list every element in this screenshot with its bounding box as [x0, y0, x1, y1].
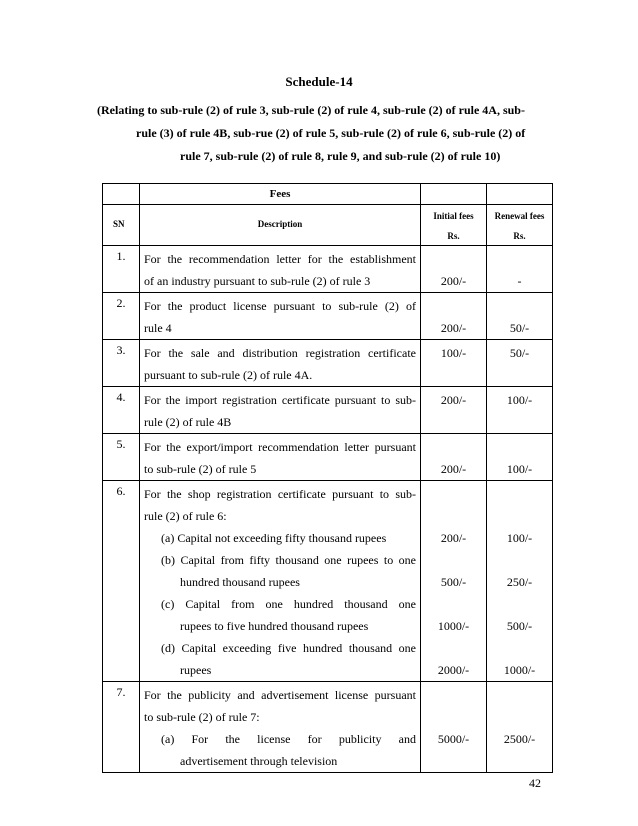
fee-value: 250/- [506, 575, 533, 589]
fee-value: 100/- [506, 462, 533, 476]
row-description [140, 682, 421, 773]
fee-value: 5000/- [437, 732, 470, 746]
description-line: pursuant to sub-rule (2) of rule 4A. [144, 368, 313, 382]
description-line: For the import registration certificate pursuant to sub- [144, 393, 416, 407]
row-renewal-fee [487, 340, 553, 387]
row-initial-fee [421, 481, 487, 682]
fee-value [487, 593, 552, 615]
fee-value [421, 295, 486, 317]
description-line: For the recommendation letter for the establishment [144, 252, 416, 266]
row-renewal-fee [487, 434, 553, 481]
fees-table-body [103, 246, 553, 773]
renewal-fees-label: Renewal fees [494, 211, 545, 221]
fee-value [487, 706, 552, 728]
row-sn: 4. [103, 387, 140, 434]
row-sn: 3. [103, 340, 140, 387]
description-line: rule 4 [144, 321, 172, 335]
schedule-title: Schedule-14 [285, 74, 353, 89]
relating-line-1: (Relating to sub-rule (2) of rule 3, sub-rule (2) of rule 4, sub-rule (2) of rule 4A, sub- [97, 103, 525, 117]
row-sn: 6. [103, 481, 140, 682]
row-description [140, 434, 421, 481]
relating-line-3: rule 7, sub-rule (2) of rule 8, rule 9, and sub-rule (2) of rule 10) [180, 149, 501, 163]
fee-value [421, 483, 486, 505]
description-line: to sub-rule (2) of rule 7: [144, 710, 260, 724]
fee-value [421, 637, 486, 659]
description-line: to sub-rule (2) of rule 5 [144, 462, 257, 476]
row-sn: 5. [103, 434, 140, 481]
fee-value: - [517, 274, 522, 288]
fee-value [487, 750, 552, 772]
fee-value [421, 593, 486, 615]
fee-value [487, 505, 552, 527]
description-line: For the shop registration certificate pursuant to sub- [144, 487, 416, 501]
row-renewal-fee [487, 481, 553, 682]
row-initial-fee [421, 246, 487, 293]
row-initial-fee [421, 293, 487, 340]
initial-fees-label: Initial fees [433, 211, 474, 221]
row-description [140, 481, 421, 682]
fee-value: 100/- [506, 393, 533, 407]
fee-value: 2500/- [503, 732, 536, 746]
initial-fees-unit: Rs. [447, 231, 460, 241]
row-initial-fee [421, 682, 487, 773]
fee-value: 100/- [506, 531, 533, 545]
description-line: rule (2) of rule 6: [144, 509, 227, 523]
description-line: of an industry pursuant to sub-rule (2) of rule 3 [144, 274, 371, 288]
row-description [140, 387, 421, 434]
fee-value: 500/- [506, 619, 533, 633]
table-row [103, 682, 553, 773]
fee-value [487, 436, 552, 458]
fee-value [487, 295, 552, 317]
column-header-sn: SN [103, 205, 140, 246]
header-blank-cell [103, 184, 140, 205]
fee-value [487, 549, 552, 571]
fee-value [487, 411, 552, 433]
row-renewal-fee [487, 293, 553, 340]
header-blank-cell [487, 184, 553, 205]
fee-value [421, 436, 486, 458]
fee-value [487, 684, 552, 706]
table-row [103, 340, 553, 387]
fee-value: 200/- [440, 531, 467, 545]
description-line: rule (2) of rule 4B [144, 415, 232, 429]
fees-table [102, 183, 553, 773]
row-sn: 7. [103, 682, 140, 773]
fee-value: 50/- [509, 346, 530, 360]
description-line: For the sale and distribution registration certificate [144, 346, 416, 360]
table-row [103, 293, 553, 340]
column-header-renewal-fees [487, 205, 553, 246]
row-sn: 2. [103, 293, 140, 340]
row-description [140, 293, 421, 340]
fee-value [421, 684, 486, 706]
table-row [103, 481, 553, 682]
fee-value: 500/- [440, 575, 467, 589]
fee-value: 1000/- [503, 663, 536, 677]
fee-value: 100/- [440, 346, 467, 360]
fee-value [421, 411, 486, 433]
description-line: advertisement through television [180, 754, 338, 768]
header-blank-cell [421, 184, 487, 205]
description-line: hundred thousand rupees [180, 575, 300, 589]
row-initial-fee [421, 387, 487, 434]
description-line: For the product license pursuant to sub-rule (2) of [144, 299, 416, 313]
fee-value [421, 750, 486, 772]
fee-value [421, 549, 486, 571]
fee-value [421, 248, 486, 270]
fee-value: 200/- [440, 321, 467, 335]
description-line: For the publicity and advertisement license pursuant [144, 688, 416, 702]
fees-header: Fees [140, 184, 421, 205]
description-line: (a) For the license for publicity and [161, 732, 416, 746]
row-renewal-fee [487, 682, 553, 773]
description-line: For the export/import recommendation letter pursuant [144, 440, 416, 454]
row-description [140, 246, 421, 293]
description-line: (b) Capital from fifty thousand one rupees to one [161, 553, 416, 567]
row-initial-fee [421, 340, 487, 387]
fee-value [421, 706, 486, 728]
fee-value [487, 364, 552, 386]
fee-value [487, 248, 552, 270]
row-sn: 1. [103, 246, 140, 293]
fee-value: 200/- [440, 274, 467, 288]
column-header-initial-fees [421, 205, 487, 246]
renewal-fees-unit: Rs. [513, 231, 526, 241]
column-header-description: Description [140, 205, 421, 246]
row-renewal-fee [487, 246, 553, 293]
description-line: (d) Capital exceeding five hundred thousand one [161, 641, 416, 655]
description-line: rupees to five hundred thousand rupees [180, 619, 369, 633]
row-description [140, 340, 421, 387]
fee-value [487, 483, 552, 505]
row-initial-fee [421, 434, 487, 481]
fee-value: 200/- [440, 462, 467, 476]
row-renewal-fee [487, 387, 553, 434]
fee-value: 50/- [509, 321, 530, 335]
fee-value [421, 364, 486, 386]
fee-value: 200/- [440, 393, 467, 407]
fee-value [487, 637, 552, 659]
description-line: (c) Capital from one hundred thousand one [161, 597, 416, 611]
table-row [103, 246, 553, 293]
fee-value [421, 505, 486, 527]
table-row [103, 434, 553, 481]
relating-line-2: rule (3) of rule 4B, sub-rue (2) of rule 5, sub-rule (2) of rule 6, sub-rule (2) of [136, 126, 526, 140]
page-number: 42 [529, 776, 541, 790]
description-line: (a) Capital not exceeding fifty thousand rupees [161, 531, 387, 545]
fee-value: 2000/- [437, 663, 470, 677]
description-line: rupees [180, 663, 212, 677]
fee-value: 1000/- [437, 619, 470, 633]
table-row [103, 387, 553, 434]
